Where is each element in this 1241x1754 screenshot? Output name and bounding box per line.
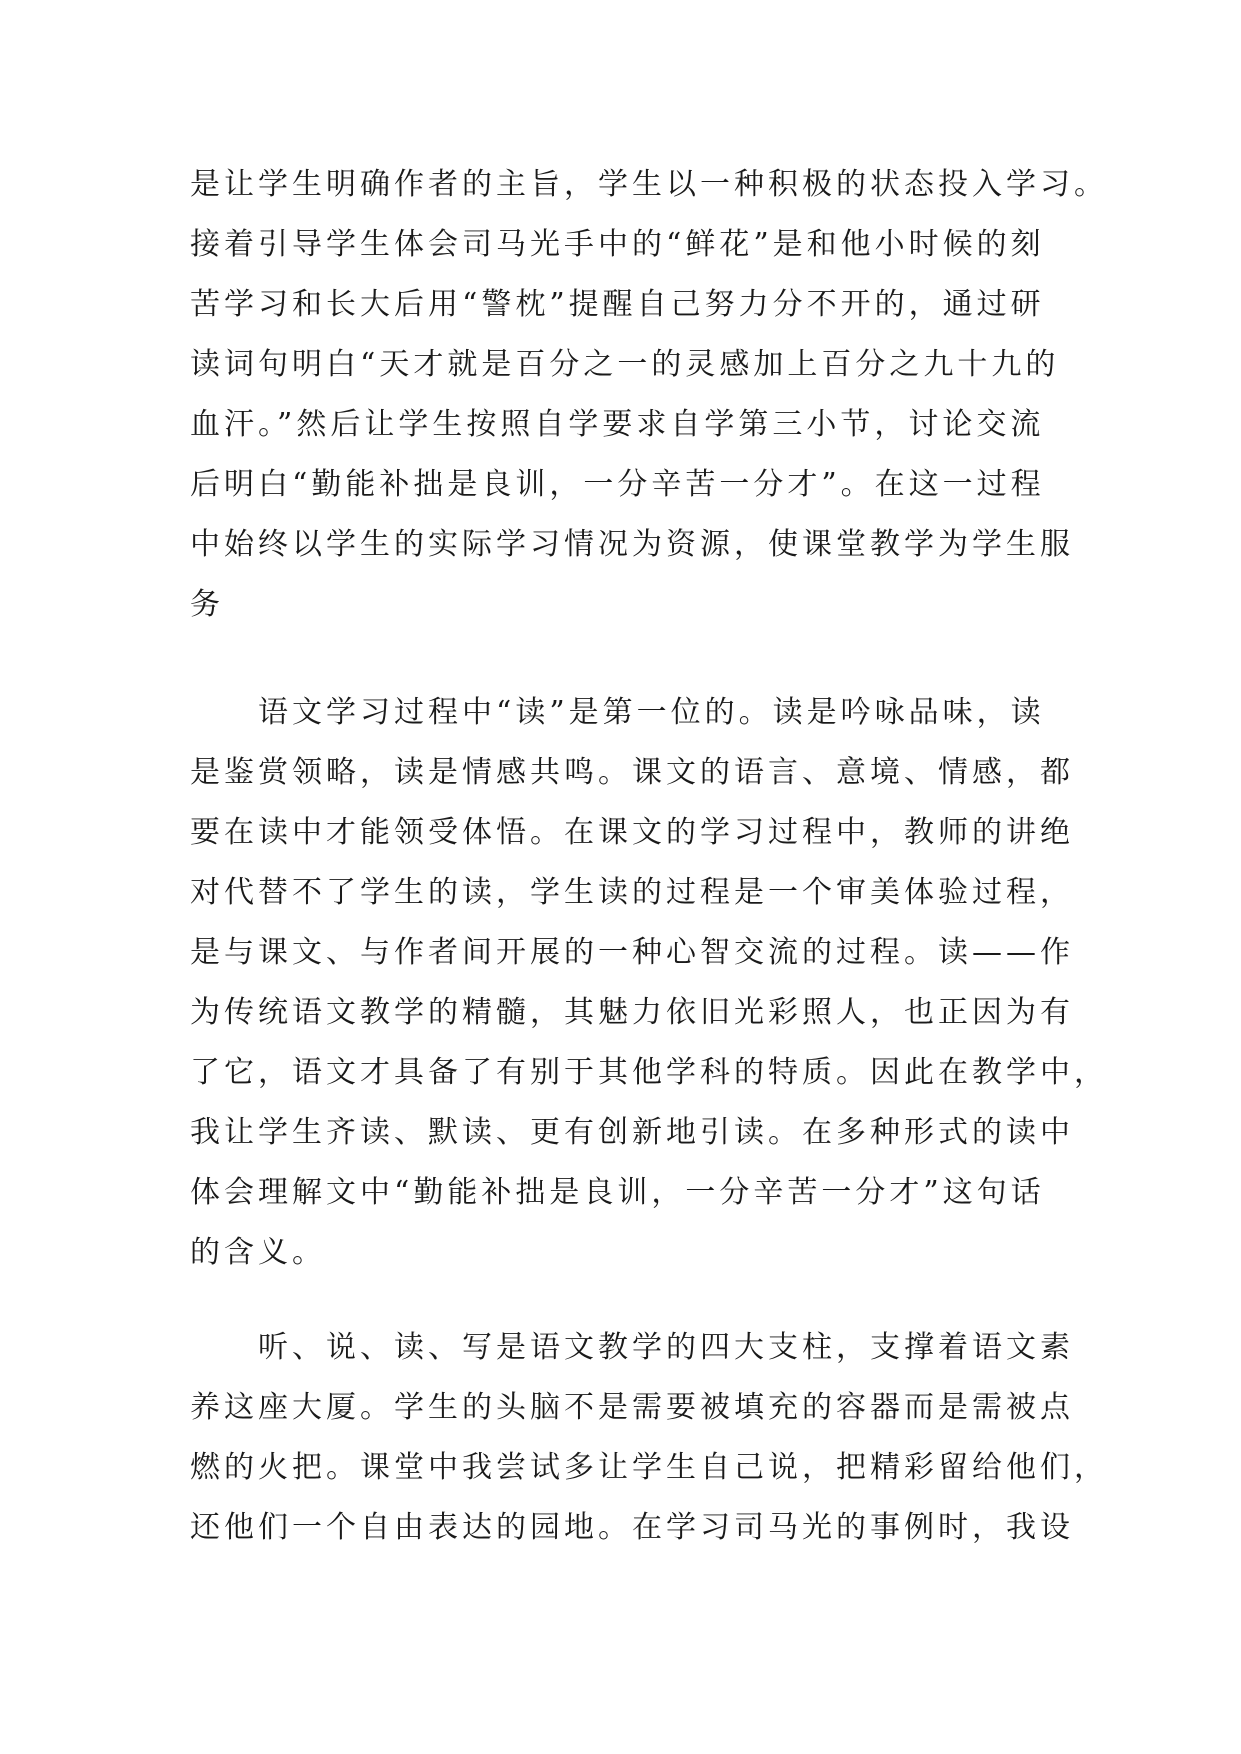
paragraph-line: 还他们一个自由表达的园地。在学习司马光的事例时，我设 <box>190 1510 1074 1545</box>
paragraph-line: 接着引导学生体会司马光手中的“鲜花”是和他小时候的刻 <box>190 227 1045 262</box>
paragraph-line: 体会理解文中“勤能补拙是良训，一分辛苦一分才”这句话 <box>190 1175 1045 1210</box>
paragraph-line: 养这座大厦。学生的头脑不是需要被填充的容器而是需被点 <box>190 1390 1074 1425</box>
paragraph-line: 我让学生齐读、默读、更有创新地引读。在多种形式的读中 <box>190 1115 1074 1150</box>
paragraph-line: 要在读中才能领受体悟。在课文的学习过程中，教师的讲绝 <box>190 815 1074 850</box>
paragraph-line: 中始终以学生的实际学习情况为资源，使课堂教学为学生服 <box>190 527 1074 562</box>
paragraph-line: 为传统语文教学的精髓，其魅力依旧光彩照人，也正因为有 <box>190 995 1074 1030</box>
paragraph-line: 语文学习过程中“读”是第一位的。读是吟咏品味，读 <box>258 695 1045 730</box>
paragraph-2 <box>190 683 1108 1283</box>
paragraph-line: 了它，语文才具备了有别于其他学科的特质。因此在教学中， <box>190 1055 1108 1090</box>
paragraph-line: 血汗。”然后让学生按照自学要求自学第三小节，讨论交流 <box>190 407 1045 442</box>
paragraph-line: 听、说、读、写是语文教学的四大支柱，支撑着语文素 <box>258 1330 1074 1365</box>
paragraph-line: 是鉴赏领略，读是情感共鸣。课文的语言、意境、情感，都 <box>190 755 1074 790</box>
paragraph-line: 读词句明白“天才就是百分之一的灵感加上百分之九十九的 <box>190 347 1060 382</box>
paragraph-line: 的含义。 <box>190 1235 326 1270</box>
paragraph-line: 务 <box>190 587 224 622</box>
paragraph-3 <box>190 1318 1108 1558</box>
paragraph-line: 对代替不了学生的读，学生读的过程是一个审美体验过程， <box>190 875 1074 910</box>
paragraph-line: 后明白“勤能补拙是良训，一分辛苦一分才”。在这一过程 <box>190 467 1045 502</box>
paragraph-line: 燃的火把。课堂中我尝试多让学生自己说，把精彩留给他们， <box>190 1450 1108 1485</box>
paragraph-1 <box>190 155 1108 635</box>
paragraph-line: 苦学习和长大后用“警枕”提醒自己努力分不开的，通过研 <box>190 287 1045 322</box>
paragraph-line: 是与课文、与作者间开展的一种心智交流的过程。读——作 <box>190 935 1074 970</box>
paragraph-line: 是让学生明确作者的主旨，学生以一种积极的状态投入学习。 <box>190 167 1108 202</box>
